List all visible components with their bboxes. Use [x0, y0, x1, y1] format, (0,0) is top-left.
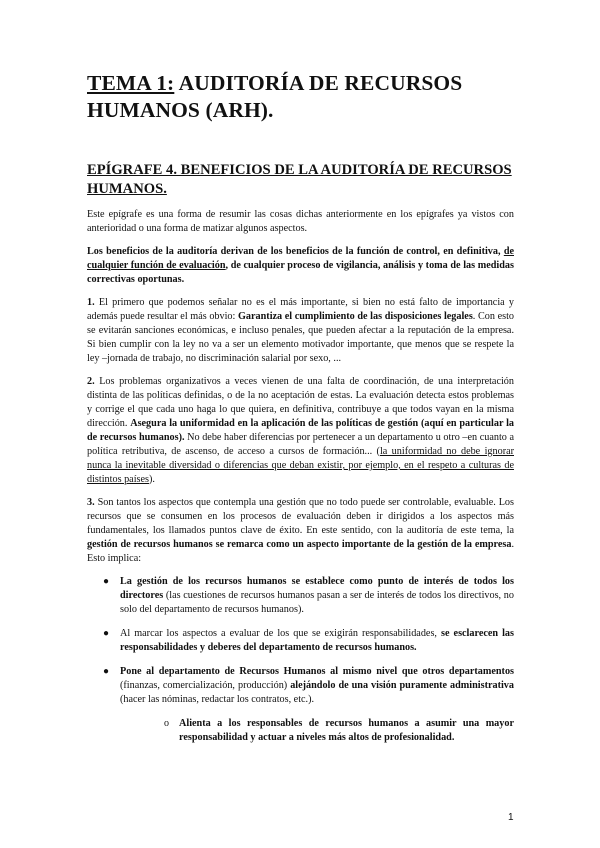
intro-paragraph: Este epígrafe es una forma de resumir las cosas dichas anteriormente en los epígrafes ya vistos con anterioridad o una forma de matizar algunos aspectos.: [87, 209, 514, 234]
sub-list-item: [87, 717, 514, 745]
point-1-number: 1.: [87, 297, 95, 308]
page-number: 1: [508, 812, 514, 823]
bullet-2-text: Al marcar los aspectos a evaluar de los que se exigirán responsabilidades,: [120, 628, 442, 639]
point-2-number: 2.: [87, 376, 95, 387]
benefits-paragraph: [87, 245, 514, 287]
sub-item-text: Alienta a los responsables de recursos humanos a asumir una mayor responsabilidad y actuar a niveles más altos de profesionalidad.: [179, 718, 514, 743]
bullet-icon: ●: [103, 666, 110, 677]
benefits-c: , de cualquier proceso de vigilancia, análisis y toma de las medidas correctivas oportunas.: [87, 260, 514, 285]
bullet-icon: ●: [103, 576, 110, 587]
benefits-b: de cualquier función de evaluación: [87, 246, 514, 271]
point-3-c: . Esto implica:: [87, 539, 514, 564]
point-3-paragraph: [87, 496, 514, 566]
title-tema: TEMA 1:: [87, 71, 175, 95]
point-3-b: gestión de recursos humanos se remarca como un aspecto importante de la gestión de la empresa: [87, 539, 512, 550]
bullet-1-text: (las cuestiones de recursos humanos pasan a ser de interés de todos los directivos, no solo del departamento de recursos humanos).: [120, 590, 514, 615]
point-1-c: . Con esto se evitarán sanciones económicas, e incluso penales, que pueden afectar a la reputación de la empresa. Si bien cumplir con la ley no va a ser un elemento motivador importante, que menos que se respete la ley –jornada de trabajo, no discriminación salarial por sexo, ...: [87, 311, 514, 364]
point-2-c: No debe haber diferencias por pertenecer a un departamento u otro –en cuanto a política retributiva, de ascenso, de acceso a cursos de formación... (: [87, 432, 514, 457]
page-title: [87, 70, 514, 124]
point-1-paragraph: [87, 296, 514, 366]
sub-list: [87, 717, 514, 745]
point-3-number: 3.: [87, 497, 95, 508]
list-item: [87, 627, 514, 655]
point-2-b: Asegura la uniformidad en la aplicación de las políticas de gestión (aquí en particular la de recursos humanos).: [87, 418, 514, 443]
list-item: [87, 665, 514, 707]
section-heading: EPÍGRAFE 4. BENEFICIOS DE LA AUDITORÍA DE RECURSOS HUMANOS.: [87, 162, 512, 197]
bullet-3-text-a: (finanzas, comercialización, producción): [120, 680, 291, 691]
body-text: [87, 208, 514, 745]
point-1-b: Garantiza el cumplimiento de las disposiciones legales: [238, 311, 473, 322]
point-2-a: Los problemas organizativos a veces vienen de una falta de coordinación, de una interpretación distinta de las políticas definidas, o de la no aceptación de estas. La evaluación detecta estos problemas y corrige el que cada uno haga lo que quiera, en definitiva, contribuye a que todos vayan en la misma dirección.: [87, 376, 514, 429]
bullet-3-bold-b: alejándolo de una visión puramente administrativa: [290, 680, 514, 691]
bullet-2-bold: se esclarecen las responsabilidades y deberes del departamento de recursos humanos.: [120, 628, 514, 653]
bullet-3-text-b: (hacer las nóminas, redactar los contratos, etc.).: [120, 694, 315, 705]
title-rest: AUDITORÍA DE RECURSOS HUMANOS (ARH).: [87, 71, 463, 122]
list-item: [87, 575, 514, 617]
sub-bullet-icon: o: [164, 718, 169, 729]
bullet-1-bold: La gestión de los recursos humanos se establece como punto de interés de todos los directores: [120, 576, 514, 601]
bullet-icon: ●: [103, 628, 110, 639]
implications-list: [87, 575, 514, 707]
point-2-d: la uniformidad no debe ignorar nunca la inevitable diversidad o diferencias que deban existir, por ejemplo, en el respeto a culturas de distintos países: [87, 446, 514, 485]
point-2-paragraph: [87, 375, 514, 487]
point-3-a: Son tantos los aspectos que contempla una gestión que no todo puede ser controlable, evaluable. Los recursos que se consumen en los procesos de evaluación deben ir dirigidos a los aspectos más fundamentales, los llamados puntos clave de éxito. En este sentido, con la auditoría de este tema, la: [87, 497, 514, 536]
benefits-a: Los beneficios de la auditoría derivan de los beneficios de la función de control, en definitiva,: [87, 246, 504, 257]
bullet-3-bold-a: Pone al departamento de Recursos Humanos al mismo nivel que otros departamentos: [120, 666, 514, 677]
point-1-a: El primero que podemos señalar no es el más importante, si bien no está falto de importancia y además puede resultar el más obvio:: [87, 297, 514, 322]
point-2-e: ).: [148, 474, 155, 485]
